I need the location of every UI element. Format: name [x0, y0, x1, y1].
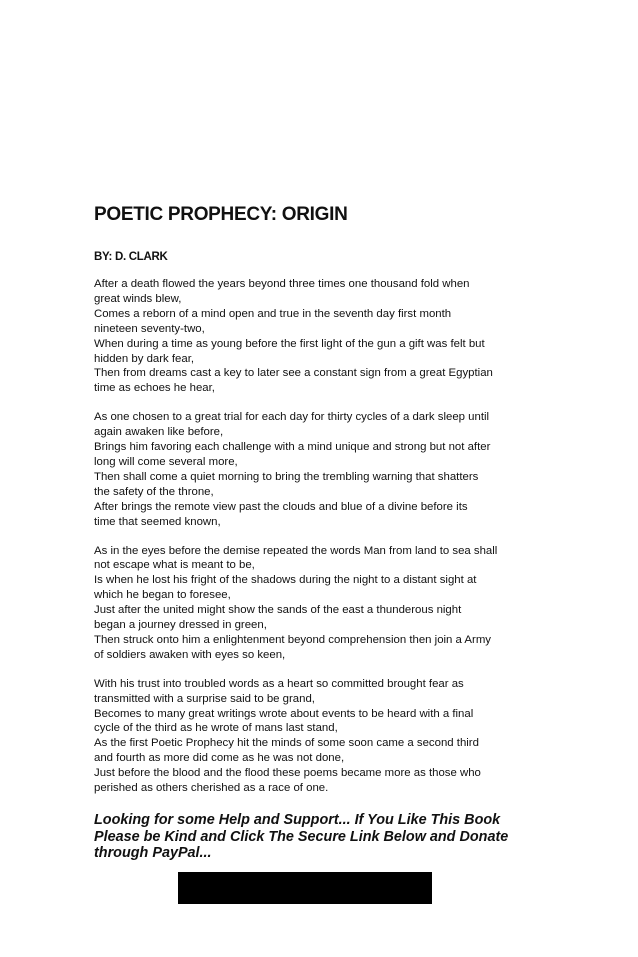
poem-line: nineteen seventy-two, — [94, 322, 205, 335]
stanza — [94, 544, 534, 663]
poem-line: perished as others cherished as a race of one. — [94, 782, 329, 795]
poem-line: Comes a reborn of a mind open and true in the seventh day first month — [94, 307, 452, 320]
poem-line: With his trust into troubled words as a heart so committed brought fear as — [94, 677, 464, 690]
poem-line: As in the eyes before the demise repeated the words Man from land to sea shall — [94, 544, 498, 557]
appeal-line: Please be Kind and Click The Secure Link Below and Donate — [94, 828, 509, 845]
poem-line: time as echoes he hear, — [94, 382, 215, 395]
poem-line: which he began to foresee, — [94, 589, 231, 602]
stanza — [94, 410, 534, 529]
poem-line: After a death flowed the years beyond three times one thousand fold when — [94, 278, 470, 290]
poem-line: Then struck onto him a enlightenment beyond comprehension then join a Army — [94, 633, 492, 646]
page-title: POETIC PROPHECY: ORIGIN — [94, 204, 348, 225]
donation-appeal — [94, 812, 534, 862]
stanza — [94, 677, 534, 796]
poem-line: long will come several more, — [94, 455, 238, 468]
poem-line: of soldiers awaken with eyes so keen, — [94, 648, 286, 661]
poem-line: Becomes to many great writings wrote about events to be heard with a final — [94, 707, 474, 720]
poem-line: time that seemed known, — [94, 515, 221, 528]
poem-line: Just after the united might show the sands of the east a thunderous night — [94, 604, 462, 617]
stanza — [94, 277, 534, 396]
poem-line: Is when he lost his fright of the shadows during the night to a distant sight at — [94, 574, 477, 587]
poem-line: Then shall come a quiet morning to bring the trembling warning that shatters — [94, 470, 479, 483]
poem-line: Brings him favoring each challenge with a mind unique and strong but not after — [94, 441, 491, 454]
poem-line: great winds blew, — [94, 292, 182, 305]
poem-line: After brings the remote view past the clouds and blue of a divine before its — [94, 500, 468, 513]
poem-line: Then from dreams cast a key to later see a constant sign from a great Egyptian — [94, 367, 493, 380]
poem-line: again awaken like before, — [94, 426, 224, 439]
poem-line: As the first Poetic Prophecy hit the minds of some soon came a second third — [94, 737, 479, 750]
poem-body — [94, 277, 534, 810]
poem-line: When during a time as young before the first light of the gun a gift was felt but — [94, 337, 485, 350]
poem-line: As one chosen to a great trial for each day for thirty cycles of a dark sleep until — [94, 411, 490, 424]
poem-line: hidden by dark fear, — [94, 352, 195, 365]
donate-link-button[interactable] — [178, 872, 432, 904]
poem-line: Just before the blood and the flood these poems became more as those who — [94, 767, 481, 780]
appeal-line: Looking for some Help and Support... If You Like This Book — [94, 812, 501, 828]
poem-line: transmitted with a surprise said to be grand, — [94, 692, 315, 705]
poem-line: the safety of the throne, — [94, 485, 214, 498]
appeal-line: through PayPal... — [94, 845, 212, 862]
poem-line: began a journey dressed in green, — [94, 619, 267, 632]
poem-line: cycle of the third as he wrote of mans last stand, — [94, 722, 338, 735]
poem-line: not escape what is meant to be, — [94, 559, 255, 572]
author-byline: BY: D. CLARK — [94, 251, 168, 263]
poem-line: and fourth as more did come as he was not done, — [94, 752, 345, 765]
